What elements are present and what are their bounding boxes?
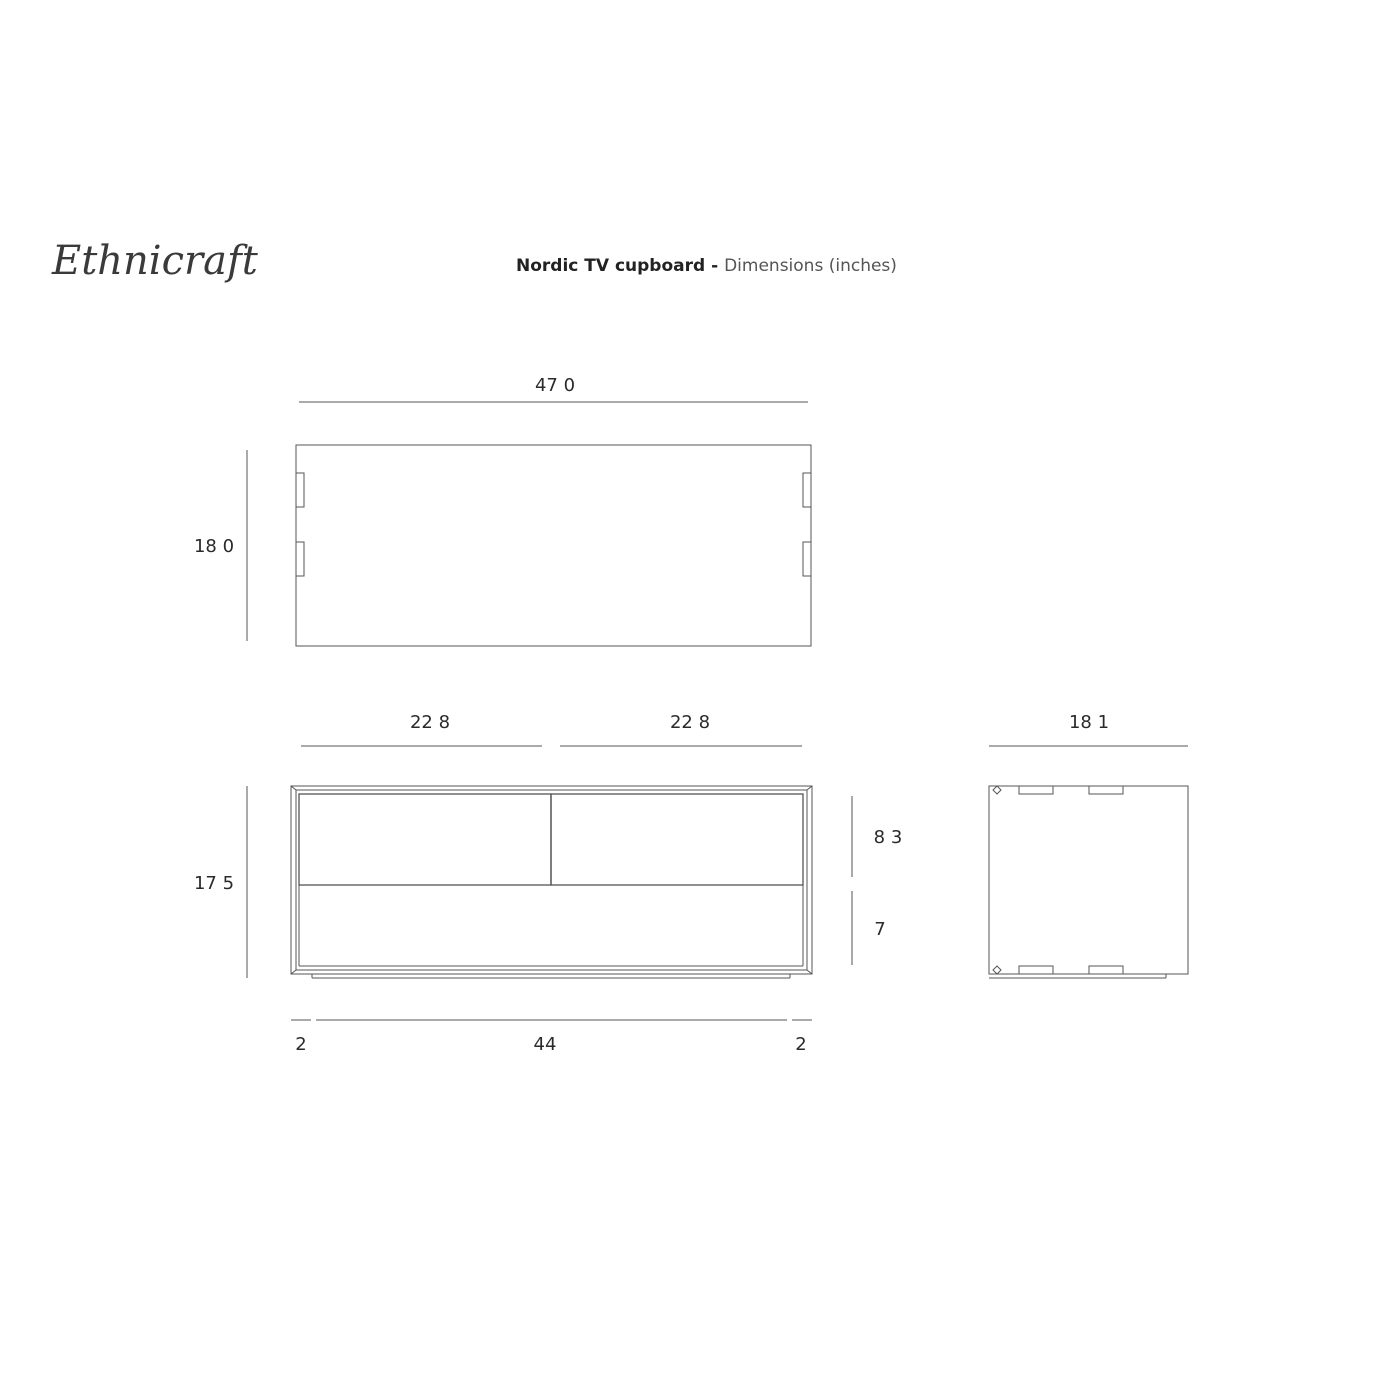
label-top-width: 47 0 bbox=[534, 375, 576, 396]
side-view-outline bbox=[989, 786, 1188, 974]
top-view-tab bbox=[803, 473, 811, 507]
label-leg-left: 2 bbox=[295, 1034, 307, 1055]
drawer-right bbox=[551, 794, 803, 885]
top-view-tab bbox=[803, 542, 811, 576]
label-inner-width: 44 bbox=[533, 1034, 557, 1055]
side-view-dowel bbox=[993, 966, 1001, 974]
label-drawer-height: 8 3 bbox=[873, 827, 903, 848]
drawer-left bbox=[299, 794, 551, 885]
side-view-slot bbox=[1019, 966, 1053, 974]
side-view-slot bbox=[1089, 966, 1123, 974]
top-view-outline bbox=[296, 445, 811, 646]
side-view-dowel bbox=[993, 786, 1001, 794]
title-subtitle: Dimensions (inches) bbox=[724, 256, 897, 276]
top-view-tab bbox=[296, 473, 304, 507]
label-bottom-height: 7 bbox=[874, 919, 886, 940]
frame-miter bbox=[807, 786, 812, 790]
top-view-tab bbox=[296, 542, 304, 576]
side-view-slot bbox=[1019, 786, 1053, 794]
frame-miter bbox=[291, 970, 296, 974]
frame-miter bbox=[291, 786, 296, 790]
label-leg-right: 2 bbox=[795, 1034, 807, 1055]
label-side-depth: 18 1 bbox=[1068, 712, 1110, 733]
side-view-slot bbox=[1089, 786, 1123, 794]
label-drawer-right-width: 22 8 bbox=[669, 712, 711, 733]
product-name: Nordic TV cupboard bbox=[516, 256, 706, 276]
frame-miter bbox=[807, 970, 812, 974]
label-top-depth: 18 0 bbox=[193, 536, 235, 557]
label-front-height: 17 5 bbox=[193, 873, 235, 894]
title-separator: - bbox=[705, 256, 725, 276]
label-drawer-left-width: 22 8 bbox=[409, 712, 451, 733]
ethnicraft-logo: Ethnicraft bbox=[52, 238, 258, 284]
